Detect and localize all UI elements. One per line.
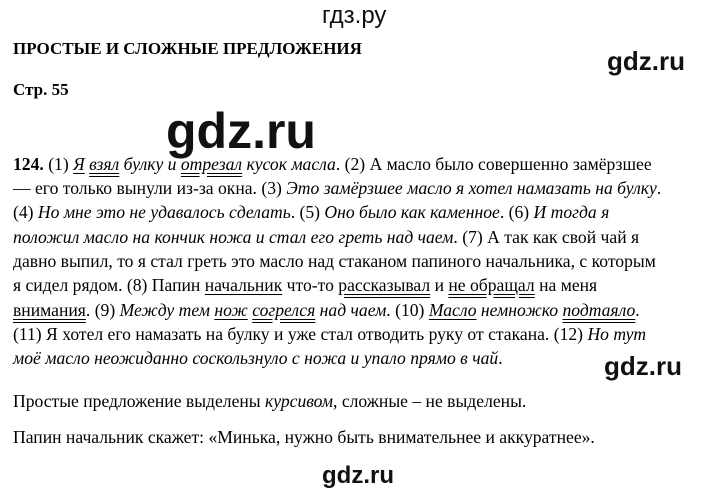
text-run: над чаем <box>315 300 387 320</box>
predicate: подтаяло <box>562 300 636 320</box>
text-run: Но тут <box>587 324 647 344</box>
text-run: Это замёрзшее масло я хотел намазать на булку <box>286 178 657 198</box>
predicate: отрезал <box>180 154 243 174</box>
text-run: на меня <box>534 275 598 295</box>
section-heading: ПРОСТЫЕ И СЛОЖНЫЕ ПРЕДЛОЖЕНИЯ <box>13 39 362 58</box>
watermark-right-upper: gdz.ru <box>607 46 685 76</box>
text-run: . (2) А масло было совершенно замёрзшее <box>335 154 652 174</box>
text-run: . (10) <box>386 300 429 320</box>
text-run: (11) Я хотел его намазать на булку и уже стал отводить руку от стакана. (12) <box>13 324 588 344</box>
text-run: (1) <box>43 154 74 174</box>
predicate: взял <box>89 154 120 174</box>
text-run: Оно было как каменное <box>324 202 500 222</box>
watermark-right-lower: gdz.ru <box>604 351 682 381</box>
text-run: И тогда я <box>533 202 610 222</box>
predicate: не обращал <box>448 275 535 295</box>
text-line-1 <box>13 152 652 176</box>
subject: нож <box>214 300 248 320</box>
text-run: (4) <box>13 202 38 222</box>
text-run: , сложные – не выделены. <box>333 391 527 411</box>
predicate: рассказывал <box>338 275 431 295</box>
page-number: Стр. 55 <box>13 80 69 99</box>
text-line-9 <box>13 346 503 370</box>
text-line-3 <box>13 200 609 224</box>
text-line-6 <box>13 273 597 297</box>
text-run: . <box>635 300 640 320</box>
text-run: давно выпил, то я стал греть это масло над стаканом папиного начальника, с которым <box>13 251 656 271</box>
text-run: я сидел рядом. (8) Папин <box>13 275 205 295</box>
text-run: Между тем <box>119 300 215 320</box>
text-run: — его только вынули из-за окна. (3) <box>13 178 287 198</box>
text-line-7 <box>13 298 640 322</box>
text-run: . (7) А так как свой чай я <box>453 227 640 247</box>
predicate: согрелся <box>252 300 316 320</box>
conclusion-line: Папин начальник скажет: «Минька, нужно быть внимательнее и аккуратнее». <box>13 427 595 447</box>
watermark-bottom: gdz.ru <box>322 462 394 489</box>
text-run: курсивом <box>265 391 334 411</box>
text-run: . (9) <box>85 300 120 320</box>
watermark-large: gdz.ru <box>166 103 316 159</box>
subject: Я <box>73 154 85 174</box>
exercise-number: 124. <box>13 154 44 174</box>
text-run: Но мне это не удавалось сделать <box>37 202 291 222</box>
text-run: булку и <box>119 154 181 174</box>
text-run: положил масло на кончик ножа и стал его греть над чаем <box>13 227 454 247</box>
text-run: . (6) <box>499 202 534 222</box>
text-line-2 <box>13 176 661 200</box>
subject: начальник <box>204 275 283 295</box>
watermark-top: гдз.ру <box>322 2 387 29</box>
text-run: что-то <box>282 275 339 295</box>
text-line-4 <box>13 225 639 249</box>
text-run: немножко <box>476 300 563 320</box>
note-line <box>13 389 526 413</box>
text-run: . (5) <box>290 202 325 222</box>
text-line-8 <box>13 322 646 346</box>
text-run: Простые предложение выделены <box>13 391 266 411</box>
text-run: кусок масла <box>242 154 336 174</box>
text-line-5 <box>13 249 656 273</box>
subject: Масло <box>428 300 477 320</box>
text-run: моё масло неожиданно соскользнуло с ножа и упало прямо в чай <box>13 348 499 368</box>
predicate: внимания <box>13 300 86 320</box>
text-run: . <box>656 178 662 198</box>
text-run: и <box>430 275 449 295</box>
text-run: . <box>498 348 503 368</box>
